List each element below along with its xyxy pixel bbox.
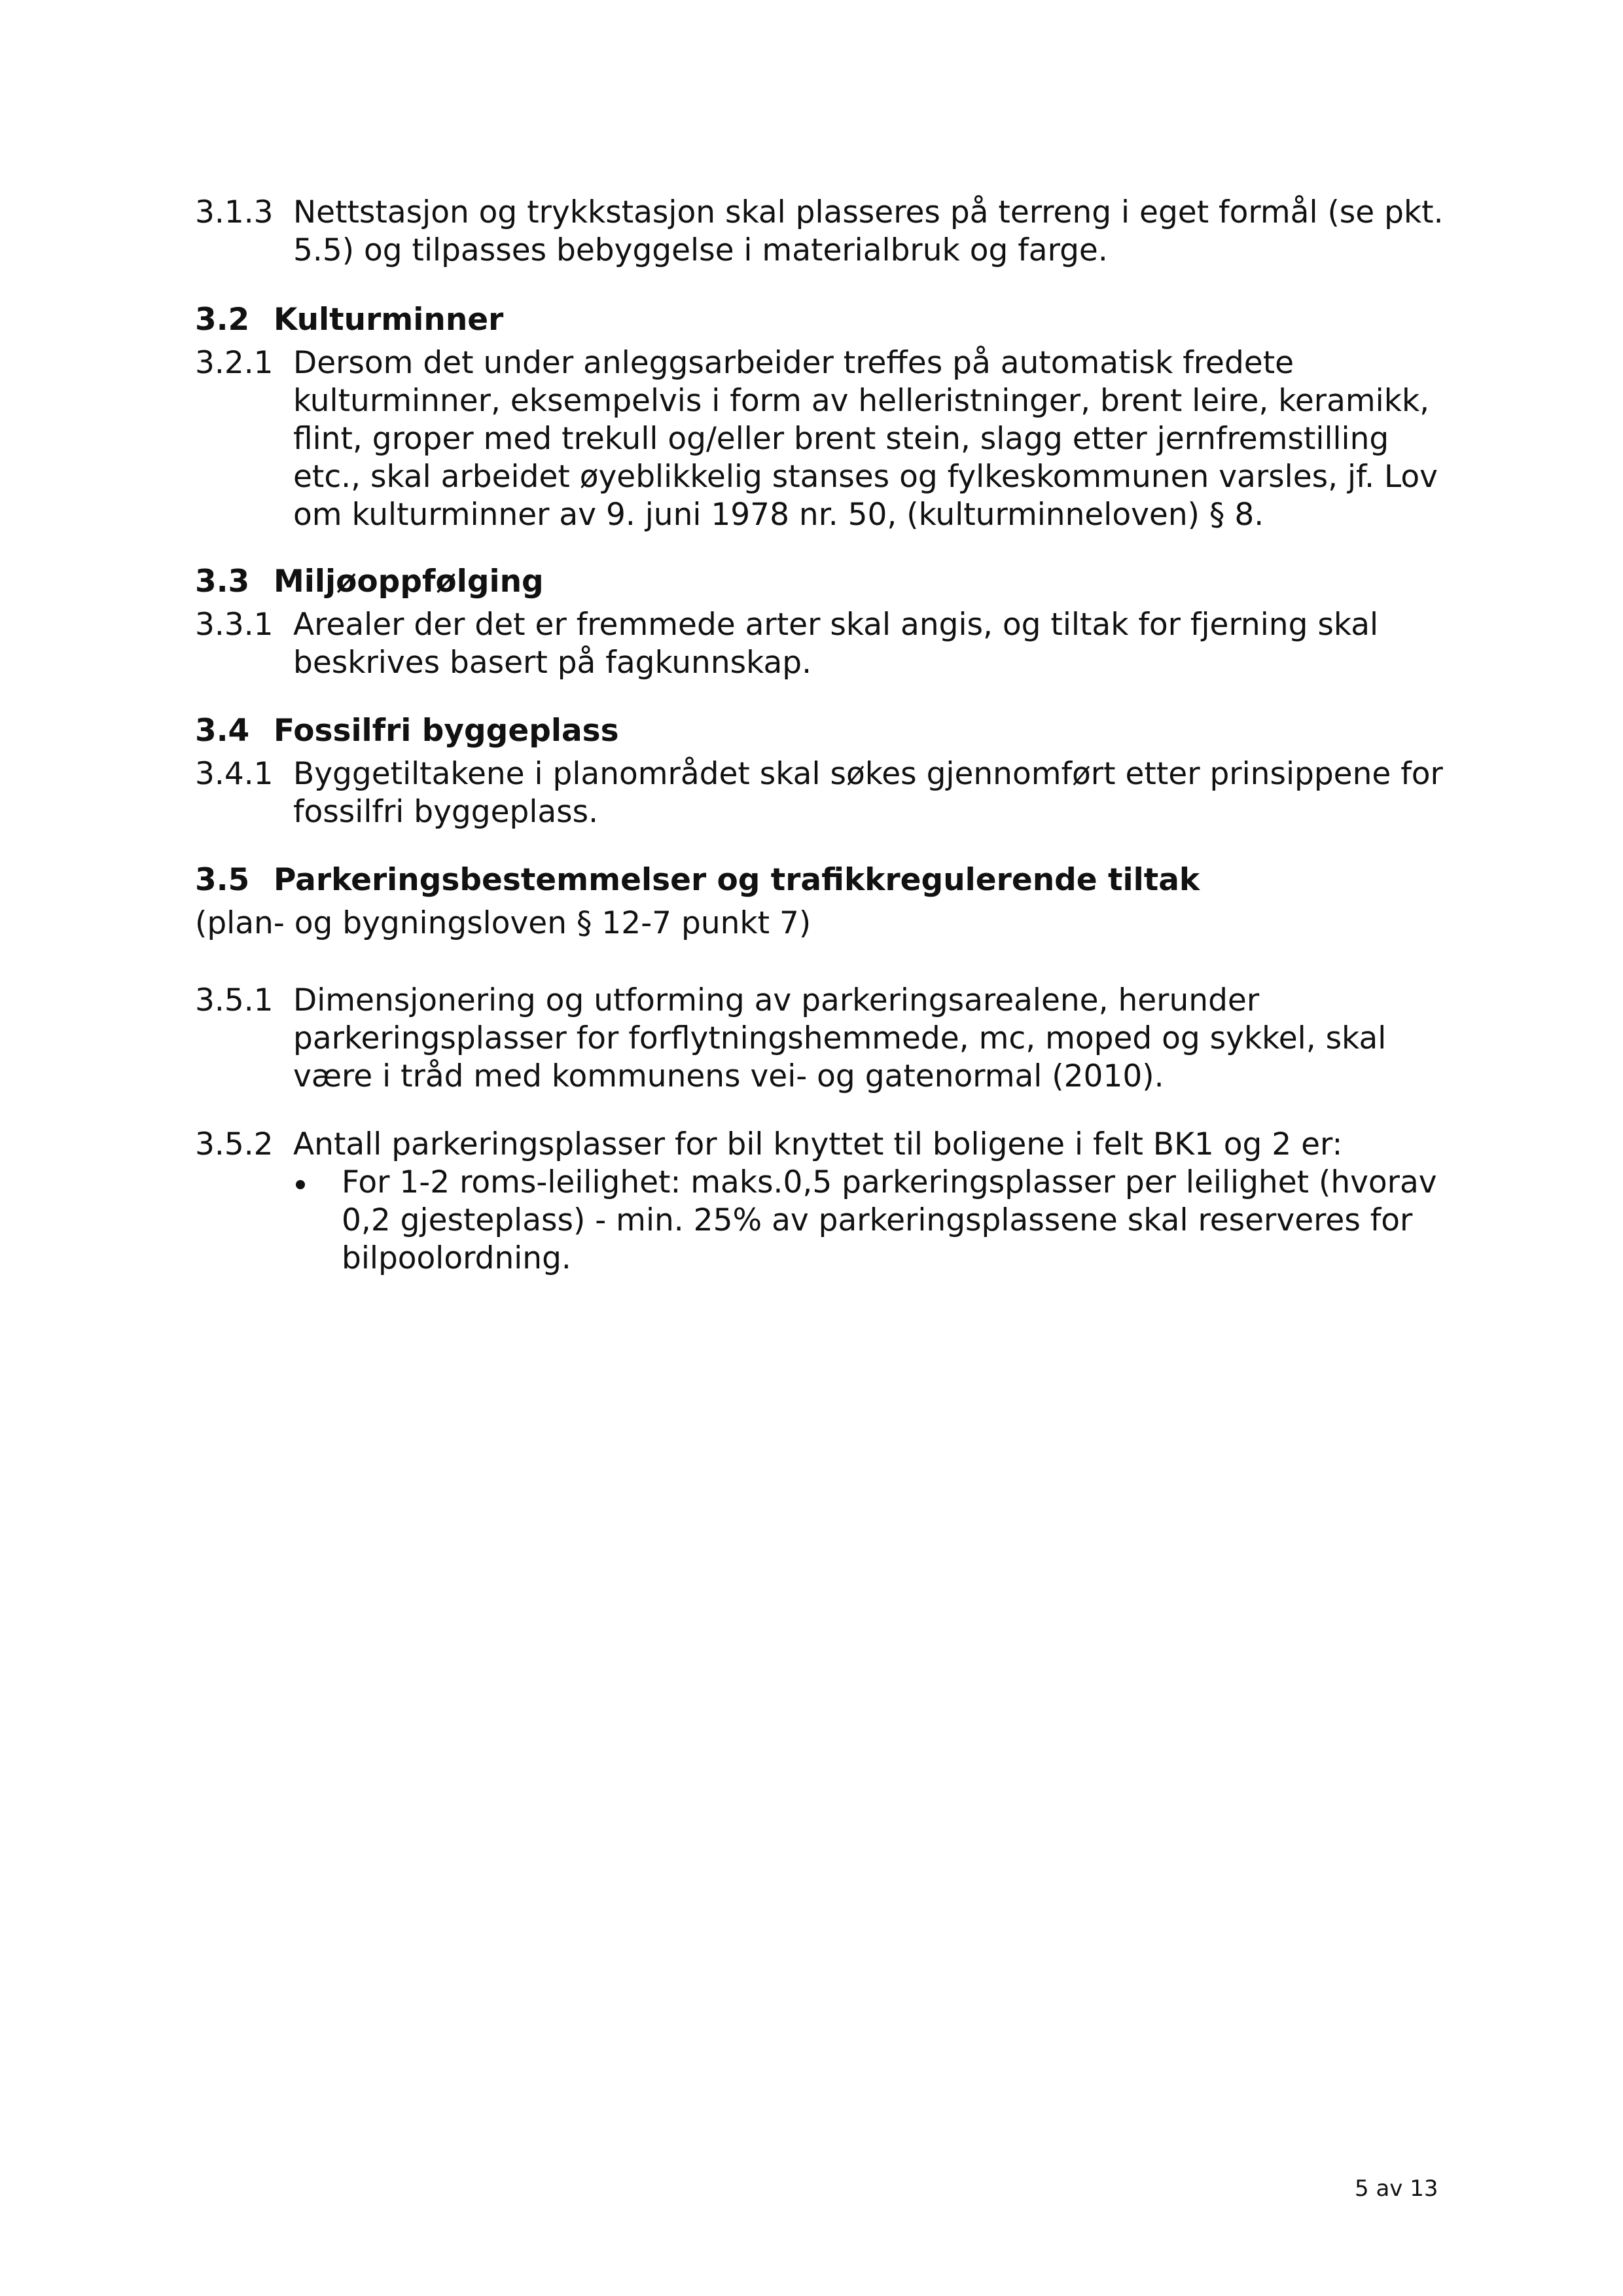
section-heading-kulturminner: Kulturminner	[274, 302, 504, 338]
section-number-3-2: 3.2	[195, 302, 250, 338]
item-text-line: Byggetiltakene i planområdet skal søkes gjennomført etter prinsippene for	[293, 756, 1443, 792]
item-text-line: Dersom det under anleggsarbeider treffes på automatisk fredete	[293, 345, 1294, 381]
item-text-line: etc., skal arbeidet øyeblikkelig stanses og fylkeskommunen varsles, jf. Lov	[293, 459, 1438, 495]
item-number-3-2-1: 3.2.1	[195, 345, 274, 381]
section-heading-miljooppfolging: Miljøoppfølging	[274, 564, 544, 600]
item-text-line: parkeringsplasser for forflytningshemmede, mc, moped og sykkel, skal	[293, 1020, 1387, 1056]
item-text-line: 5.5) og tilpasses bebyggelse i materialbruk og farge.	[293, 232, 1108, 268]
item-text-line: Nettstasjon og trykkstasjon skal plasseres på terreng i eget formål (se pkt.	[293, 194, 1444, 230]
item-text-line: beskrives basert på fagkunnskap.	[293, 645, 812, 681]
item-text-line: kulturminner, eksempelvis i form av helleristninger, brent leire, keramikk,	[293, 383, 1430, 419]
item-number-3-5-2: 3.5.2	[195, 1126, 274, 1162]
bullet-text-line: For 1-2 roms-leilighet: maks.0,5 parkeringsplasser per leilighet (hvorav	[342, 1164, 1437, 1200]
item-text-line: om kulturminner av 9. juni 1978 nr. 50, (kulturminneloven) § 8.	[293, 497, 1264, 533]
item-text-line: Dimensjonering og utforming av parkeringsarealene, herunder	[293, 982, 1260, 1018]
section-number-3-4: 3.4	[195, 713, 250, 749]
section-heading-parkering: Parkeringsbestemmelser og trafikkregulerende tiltak	[274, 862, 1200, 898]
bullet-text-line: bilpoolordning.	[342, 1240, 571, 1276]
item-number-3-5-1: 3.5.1	[195, 982, 274, 1018]
section-subtitle-lovhenvisning: (plan- og bygningsloven § 12-7 punkt 7)	[195, 905, 812, 941]
page-number: 5 av 13	[1355, 2176, 1438, 2202]
section-number-3-5: 3.5	[195, 862, 250, 898]
bullet-icon	[296, 1180, 305, 1189]
section-number-3-3: 3.3	[195, 564, 250, 600]
item-number-3-1-3: 3.1.3	[195, 194, 274, 230]
item-text-line: Arealer der det er fremmede arter skal angis, og tiltak for fjerning skal	[293, 607, 1379, 643]
section-heading-fossilfri-byggeplass: Fossilfri byggeplass	[274, 713, 619, 749]
item-text-line: fossilfri byggeplass.	[293, 794, 599, 830]
item-text-line: Antall parkeringsplasser for bil knyttet til boligene i felt BK1 og 2 er:	[293, 1126, 1343, 1162]
item-text-line: være i tråd med kommunens vei- og gatenormal (2010).	[293, 1058, 1164, 1094]
item-number-3-3-1: 3.3.1	[195, 607, 274, 643]
item-text-line: flint, groper med trekull og/eller brent stein, slagg etter jernfremstilling	[293, 421, 1389, 457]
item-number-3-4-1: 3.4.1	[195, 756, 274, 792]
bullet-text-line: 0,2 gjesteplass) - min. 25% av parkeringsplassene skal reserveres for	[342, 1202, 1413, 1238]
